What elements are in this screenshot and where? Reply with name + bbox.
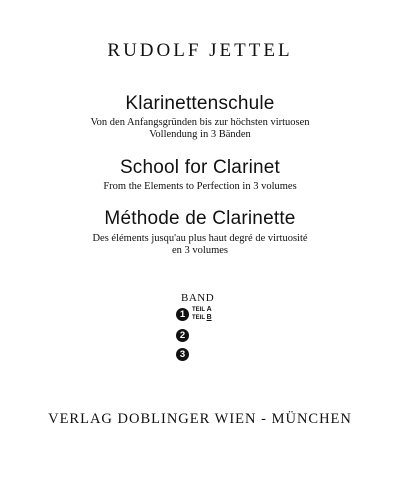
- subtitle-german-line-2: Vollendung in 3 Bänden: [149, 129, 251, 140]
- subtitle-english: [0, 181, 400, 193]
- teil-b-word: TEIL: [192, 315, 205, 321]
- volume-1-parts: [192, 306, 212, 322]
- volume-3-badge: 3: [176, 348, 189, 361]
- teil-a-word: TEIL: [192, 307, 205, 313]
- teil-a: [192, 306, 212, 314]
- volume-1-badge: 1: [176, 308, 189, 321]
- subtitle-german-line-1: Von den Anfangsgründen bis zur höchsten virtuosen: [90, 117, 310, 128]
- subtitle-french: [0, 233, 400, 257]
- title-german: Klarinettenschule: [125, 93, 275, 114]
- band-label: BAND: [181, 292, 215, 304]
- subtitle-french-line-1: Des éléments jusqu'au plus haut degré de virtuosité: [92, 233, 308, 244]
- subtitle-french-line-2: en 3 volumes: [172, 245, 228, 256]
- teil-b-numeral: B: [206, 314, 212, 321]
- subtitle-english-line-1: From the Elements to Perfection in 3 volumes: [103, 181, 297, 192]
- title-english: School for Clarinet: [119, 157, 281, 178]
- teil-b: [192, 314, 212, 322]
- publisher-imprint: VERLAG DOBLINGER WIEN - MÜNCHEN: [48, 411, 352, 427]
- title-french: Méthode de Clarinette: [104, 208, 296, 229]
- volume-2-badge: 2: [176, 329, 189, 342]
- subtitle-german: [0, 117, 400, 141]
- author-name: RUDOLF JETTEL: [107, 40, 293, 61]
- teil-a-numeral: A: [206, 306, 212, 313]
